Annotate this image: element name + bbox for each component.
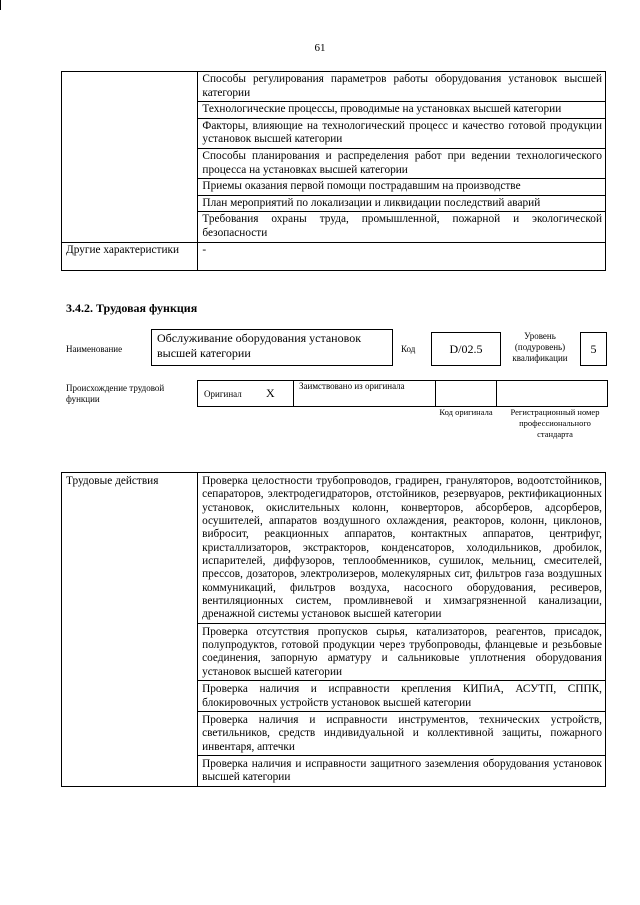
table-cell: Факторы, влияющие на технологический процесс и качество готовой продукции установок высшей категории [198,118,606,148]
function-code-box: D/02.5 [431,332,501,366]
qualification-level-label: Уровень (подуровень) квалификации [512,331,568,363]
other-characteristics-label: Другие характеристики [62,242,198,270]
table-row [62,242,606,270]
table-cell: Проверка наличия и исправности инструментов, технических устройств, светильников, средств индивидуальной и коллективной защиты, пожарного инвентаря, аптечки [198,711,606,755]
section-heading: 3.4.2. Трудовая функция [66,301,198,315]
knowledge-table [61,71,606,271]
function-name-box: Обслуживание оборудования установок высшей категории [151,329,393,366]
page-corner-mark [0,0,4,10]
name-label: Наименование [66,344,123,354]
origin-divider [435,380,436,407]
origin-label: Происхождение трудовой функции [66,383,165,404]
table-cell: Проверка наличия и исправности крепления КИПиА, АСУТП, СППК, блокировочных устройств установок высшей категории [198,681,606,712]
code-caption: Код оригинала [439,407,493,417]
table-row [62,473,606,624]
origin-divider [496,380,497,407]
table-cell: Приемы оказания первой помощи пострадавшим на производстве [198,179,606,196]
reg-number-caption: Регистрационный номер профессионального стандарта [510,407,600,439]
page-number: 61 [314,42,326,54]
original-mark: X [266,386,275,400]
borrowed-label: Заимствовано из оригинала [299,381,405,391]
original-label: Оригинал [204,389,242,399]
table-cell: Способы планирования и распределения работ при ведении технологического процесса на установках высшей категории [198,148,606,178]
other-characteristics-value: - [198,242,606,270]
table-row [62,72,606,102]
table-cell: План мероприятий по локализации и ликвидации последствий аварий [198,195,606,212]
table-cell: Проверка целостности трубопроводов, градирен, грануляторов, водоотстойников, сепараторов, электродегидраторов, отстойников, резервуаров, ректификационных установок, окислительных колонн, конверторов, абсорберов, адсорберов, осушителей, аппаратов воздушного охлаждения, реакторов, колонн, циклонов, вибросит, реакционных аппаратов, контактных аппаратов, центрифуг, кристаллизаторов, экстракторов, конденсаторов, холодильников, дробилок, испарителей, диффузоров, теплообменников, сушилок, мельниц, смесителей, прессов, дозаторов, электролизеров, молекулярных сит, фильтров газа воздушных коммуникаций, фильтров воздуха, насосного оборудования, ресиверов, вентиляционных систем, промливневой и химзагрязненной канализации, дренажной системы установок высшей категории [198,473,606,624]
table-cell: Способы регулирования параметров работы оборудования установок высшей категории [198,72,606,102]
labor-actions-label: Трудовые действия [62,473,198,787]
table-label-cell [62,72,198,243]
origin-divider [293,380,294,407]
table-cell: Проверка отсутствия пропусков сырья, катализаторов, реагентов, присадок, полупродуктов, готовой продукции через трубопроводы, фланцевые и резьбовые соединения, запорную арматуру и сальниковые уплотнения оборудования установок высшей категории [198,623,606,680]
qualification-level-box: 5 [580,332,607,366]
table-cell: Требования охраны труда, промышленной, пожарной и экологической безопасности [198,212,606,242]
labor-actions-table [61,472,606,787]
table-cell: Проверка наличия и исправности защитного заземления оборудования установок высшей категории [198,755,606,786]
code-label: Код [401,344,416,354]
table-cell: Технологические процессы, проводимые на установках высшей категории [198,102,606,119]
